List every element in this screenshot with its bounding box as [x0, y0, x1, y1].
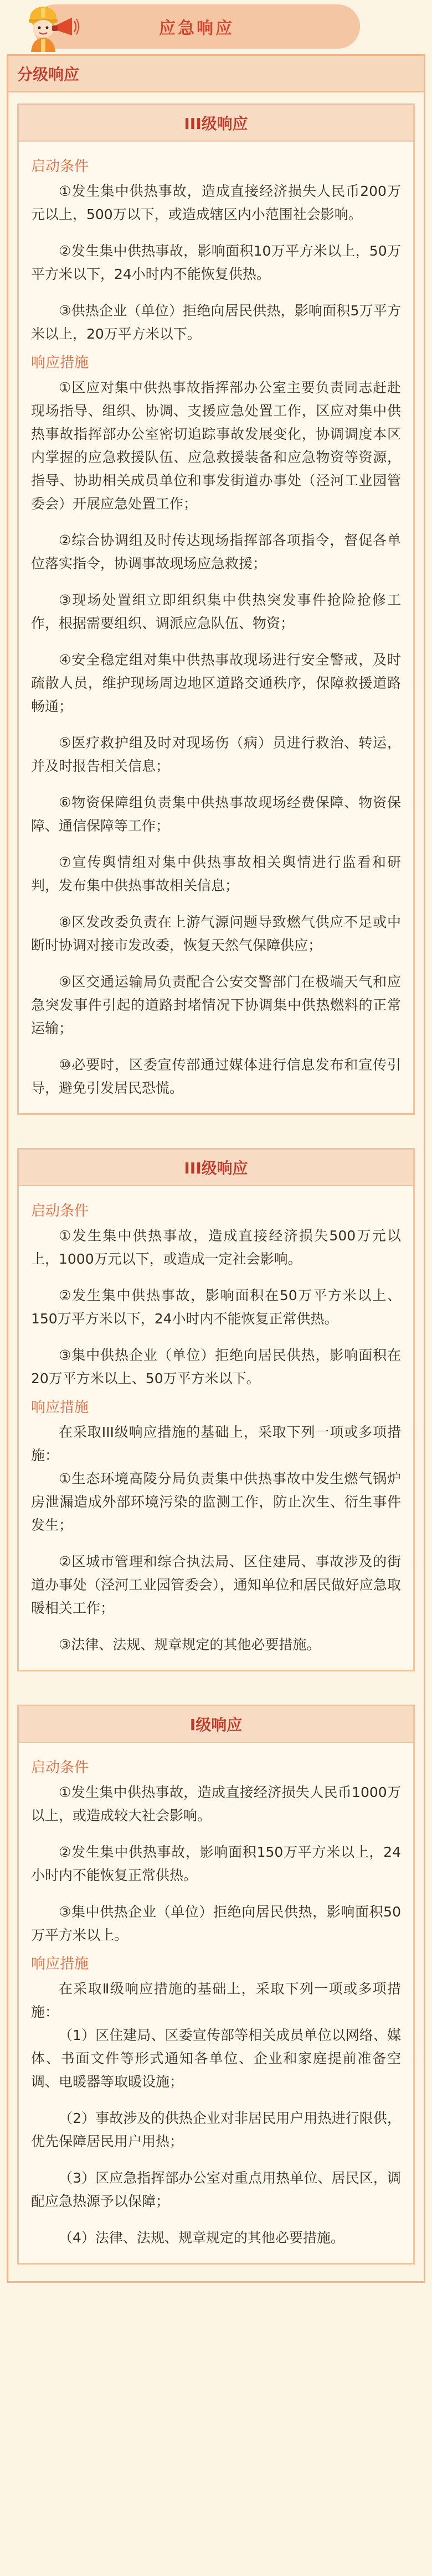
start-condition-item: ①发生集中供热事故，造成直接经济损失人民币200万元以上，500万以下，或造成辖区内小范围社会影响。	[31, 183, 401, 222]
measures-heading: 响应措施	[31, 1956, 89, 1972]
start-conditions-heading: 启动条件	[31, 158, 89, 175]
start-condition-item: ①发生集中供热事故，造成直接经济损失人民币1000万以上，或造成较大社会影响。	[31, 1784, 401, 1824]
start-condition-item: ②发生集中供热事故，影响面积10万平方米以上，50万平方米以下，24小时内不能恢复供热。	[31, 243, 401, 282]
level-card	[17, 1705, 415, 2265]
start-condition-item: ②发生集中供热事故，影响面积150万平方米以上，24小时内不能恢复正常供热。	[31, 1844, 401, 1883]
start-condition-item: ③集中供热企业（单位）拒绝向居民供热，影响面积在20万平方米以上、50万平方米以下。	[31, 1347, 401, 1386]
start-condition-item: ②发生集中供热事故，影响面积在50万平方米以上、150万平方米以下，24小时内不能恢复正常供热。	[31, 1287, 401, 1327]
measure-item: 在采取III级响应措施的基础上，采取下列一项或多项措施：	[31, 1424, 401, 1463]
start-condition-item: ③供热企业（单位）拒绝向居民供热，影响面积5万平方米以上，20万平方米以下。	[31, 303, 401, 342]
measure-item: ③法律、法规、规章规定的其他必要措施。	[59, 1637, 321, 1653]
level-card	[17, 1148, 415, 1671]
start-condition-item: ①发生集中供热事故，造成直接经济损失500万元以上，1000万元以下，或造成一定社会影响。	[31, 1228, 401, 1267]
banner-title: 应急响应	[159, 19, 234, 38]
measure-item: （4）法律、法规、规章规定的其他必要措施。	[59, 2230, 344, 2246]
level-body	[19, 142, 413, 1113]
measure-item: （2）事故涉及的供热企业对非居民用户用热进行限供，优先保障居民用户用热；	[31, 2110, 401, 2149]
measures-heading: 响应措施	[31, 355, 89, 371]
measure-item: ⑩必要时，区委宣传部通过媒体进行信息发布和宣传引导，避免引发居民恐慌。	[31, 1057, 401, 1096]
top-banner	[0, 0, 432, 54]
level-title: III级响应	[19, 105, 413, 142]
section-title: 分级响应	[8, 56, 424, 92]
measure-item: ④安全稳定组对集中供热事故现场进行安全警戒，及时疏散人员，维护现场周边地区道路交通秩序，保障救援道路畅通；	[31, 652, 401, 714]
start-conditions-heading: 启动条件	[31, 1759, 89, 1776]
measure-item: ⑥物资保障组负责集中供热事故现场经费保障、物资保障、通信保障等工作；	[31, 794, 401, 834]
megaphone-worker-icon	[21, 1, 82, 52]
level-body	[19, 1743, 413, 2263]
measure-item: ②综合协调组及时传达现场指挥部各项指令，督促各单位落实指令，协调事故现场应急救援；	[31, 532, 401, 572]
level-body	[19, 1186, 413, 1670]
measure-item: （3）区应急指挥部办公室对重点用热单位、居民区，调配应急热源予以保障；	[31, 2170, 401, 2209]
measure-item: 在采取Ⅱ级响应措施的基础上，采取下列一项或多项措施：	[31, 1981, 401, 2020]
measure-item: （1）区住建局、区委宣传部等相关成员单位以网络、媒体、书面文件等形式通知各单位、企业和家庭提前准备空调、电暖器等取暖设施；	[31, 2027, 401, 2090]
measure-item: ②区城市管理和综合执法局、区住建局、事故涉及的街道办事处（泾河工业园管委会），通知单位和居民做好应急取暖相关工作；	[31, 1554, 401, 1616]
banner-pill	[33, 4, 360, 49]
measure-item: ⑧区发改委负责在上游气源问题导致燃气供应不足或中断时协调对接市发改委，恢复天然气保障供应；	[31, 914, 401, 953]
section-body	[8, 92, 424, 2281]
measure-item: ③现场处置组立即组织集中供热突发事件抢险抢修工作，根据需要组织、调派应急队伍、物资；	[31, 592, 401, 631]
start-conditions-heading: 启动条件	[31, 1203, 89, 1219]
measure-item: ①区应对集中供热事故指挥部办公室主要负责同志赶赴现场指导、组织、协调、支援应急处置工作，区应对集中供热事故指挥部办公室密切追踪事故发展变化，协调调度本区内掌握的应急救援队伍、应急救援装备和应急物资等资源，指导、协助相关成员单位和事发街道办事处（泾河工业园管委会）开展应急处置工作；	[31, 380, 401, 512]
measure-item: ①生态环境高陵分局负责集中供热事故中发生燃气锅炉房泄漏造成外部环境污染的监测工作，防止次生、衍生事件发生；	[31, 1471, 401, 1533]
level-title: I级响应	[19, 1706, 413, 1743]
level-title: III级响应	[19, 1150, 413, 1186]
measure-item: ⑦宣传舆情组对集中供热事故相关舆情进行监看和研判，发布集中供热事故相关信息；	[31, 854, 401, 894]
level-card	[17, 103, 415, 1115]
measure-item: ⑨区交通运输局负责配合公安交警部门在极端天气和应急突发事件引起的道路封堵情况下协调集中供热燃料的正常运输；	[31, 974, 401, 1036]
measures-heading: 响应措施	[31, 1399, 89, 1416]
response-section	[7, 54, 425, 2283]
start-condition-item: ③集中供热企业（单位）拒绝向居民供热，影响面积50万平方米以上。	[31, 1904, 401, 1943]
measure-item: ⑤医疗救护组及时对现场伤（病）员进行救治、转运，并及时报告相关信息；	[31, 735, 401, 774]
